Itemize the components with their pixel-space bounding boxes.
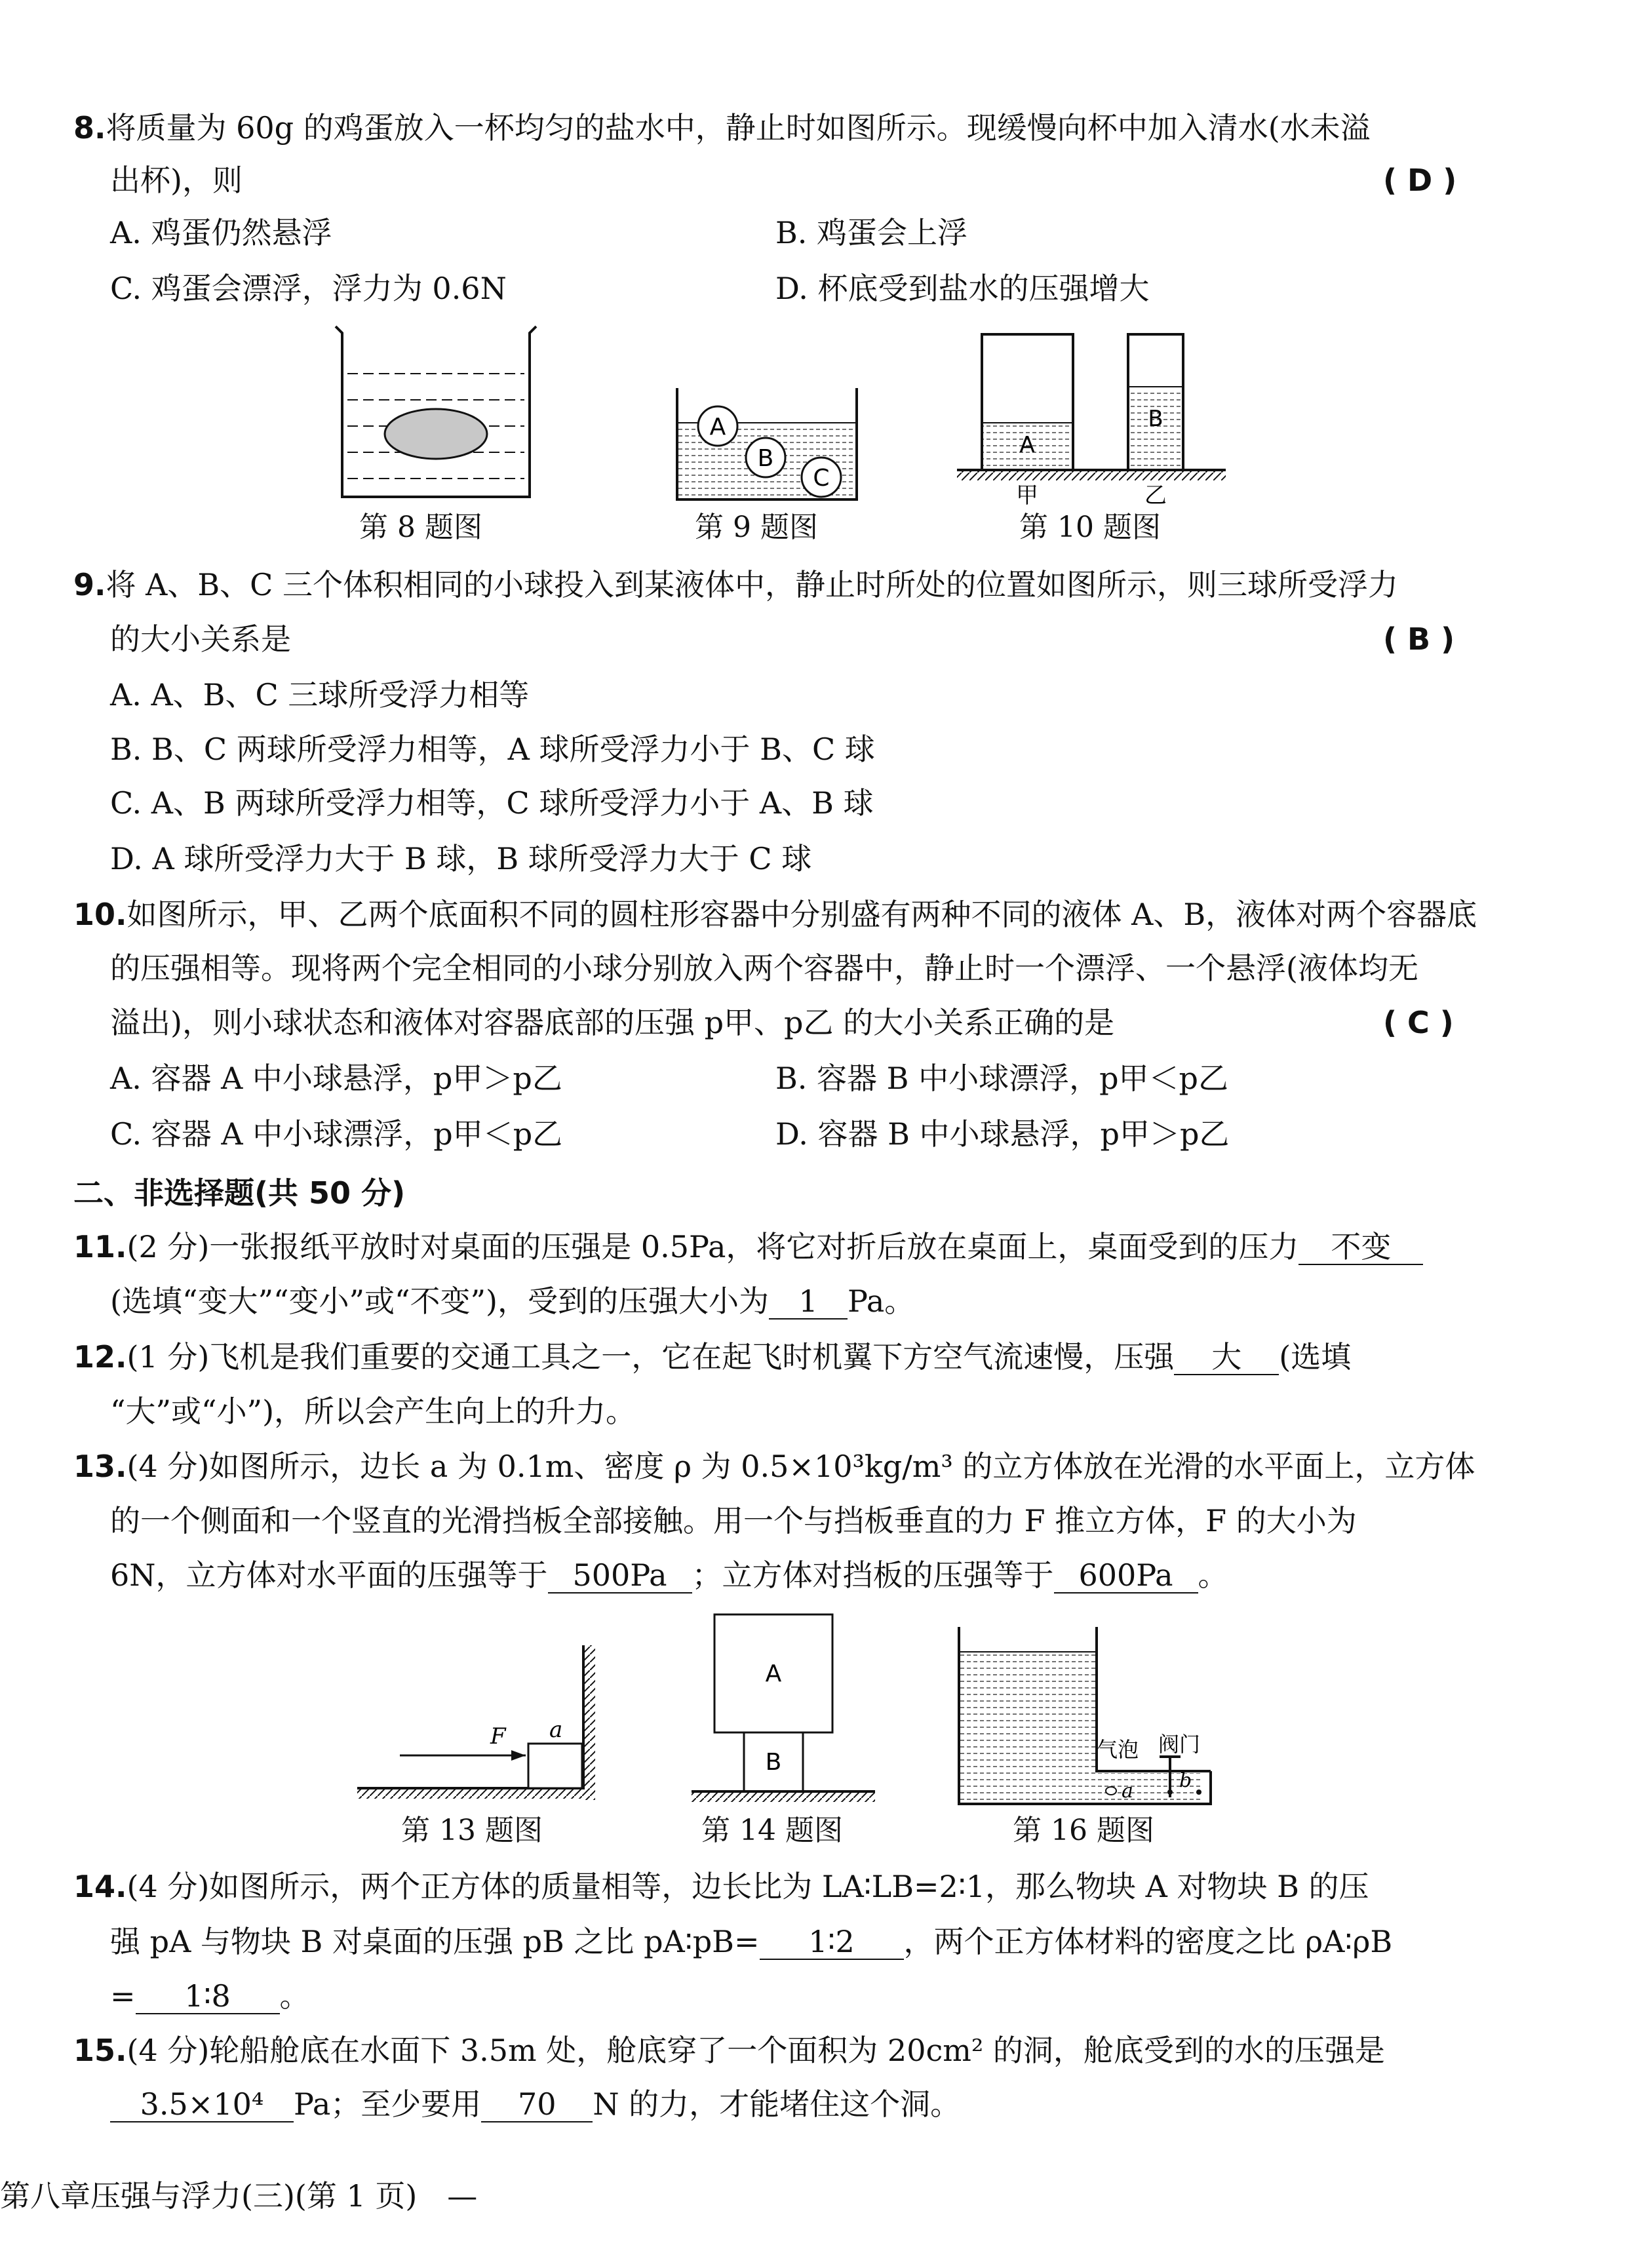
q14-text1: (4 分)如图所示，两个正方体的质量相等，边长比为 LA∶LB=2∶1，那么物块 A 对物块 B 的压	[127, 1869, 1369, 1904]
q10-line2: 的压强相等。现将两个完全相同的小球分别放入两个容器中，静止时一个漂浮、一个悬浮(液体均无	[110, 950, 1418, 986]
valve-label: 阀门	[1158, 1732, 1201, 1757]
q11-line2	[110, 1281, 914, 1321]
q10-option-d: D. 容器 B 中小球悬浮，p甲＞p乙	[775, 1116, 1230, 1152]
q10-number: 10.	[73, 897, 127, 932]
q11-blank-1: 不变	[1298, 1230, 1423, 1265]
q12-blank-1: 大	[1174, 1340, 1279, 1375]
q9-option-c: C. A、B 两球所受浮力相等，C 球所受浮力小于 A、B 球	[110, 785, 874, 821]
q14-blank-2: 1∶8	[136, 1979, 280, 2014]
q12-number: 12.	[73, 1339, 127, 1375]
figure-9-container	[672, 387, 862, 505]
figure-14-caption: 第 14 题图	[701, 1814, 843, 1847]
q13-text3a: 6N，立方体对水平面的压强等于	[110, 1557, 548, 1593]
container-yi-label: 乙	[1144, 482, 1167, 509]
q13-blank-1: 500Pa	[548, 1558, 692, 1593]
container-jia-label: 甲	[1016, 482, 1038, 509]
figure-10-containers	[954, 331, 1229, 508]
q8-option-b: B. 鸡蛋会上浮	[775, 215, 968, 250]
figure-13-caption: 第 13 题图	[401, 1814, 543, 1847]
q14-blank-1: 1∶2	[760, 1925, 904, 1960]
q15-blank-1: 3.5×10⁴	[110, 2087, 294, 2122]
q15-text2a: Pa；至少要用	[294, 2086, 482, 2122]
q13-line1	[73, 1447, 1475, 1486]
point-a-label: a	[1122, 1780, 1133, 1803]
q15-text2b: N 的力，才能堵住这个洞。	[593, 2086, 961, 2122]
q15-line1	[73, 2031, 1385, 2070]
liquid-a-label: A	[1019, 432, 1035, 458]
q14-text3a: =	[110, 1978, 136, 2014]
edge-a-label: a	[549, 1717, 563, 1743]
q9-text1: 将 A、B、C 三个体积相同的小球投入到某液体中，静止时所处的位置如图所示，则三球所受浮力	[106, 567, 1398, 602]
q12-line1	[73, 1337, 1351, 1377]
figure-16-caption: 第 16 题图	[1013, 1814, 1154, 1847]
q9-option-b: B. B、C 两球所受浮力相等，A 球所受浮力小于 B、C 球	[110, 732, 875, 767]
ball-b-label: B	[757, 445, 774, 472]
q14-line1	[73, 1867, 1369, 1906]
q13-number: 13.	[73, 1449, 127, 1484]
figure-8-caption: 第 8 题图	[359, 511, 482, 544]
q13-line2: 的一个侧面和一个竖直的光滑挡板全部接触。用一个与挡板垂直的力 F 推立方体，F 的大小为	[110, 1503, 1357, 1538]
q15-text1: (4 分)轮船舱底在水面下 3.5m 处，舱底穿了一个面积为 20cm² 的洞，舱底受到的水的压强是	[127, 2033, 1385, 2068]
q14-number: 14.	[73, 1869, 127, 1904]
q12-line2: “大”或“小”)，所以会产生向上的升力。	[110, 1394, 636, 1429]
q10-line3: 溢出)，则小球状态和液体对容器底部的压强 p甲、p乙 的大小关系正确的是	[110, 1005, 1115, 1040]
q13-text1: (4 分)如图所示，边长 a 为 0.1m、密度 ρ 为 0.5×10³kg/m³ 的立方体放在光滑的水平面上，立方体	[127, 1449, 1475, 1484]
q9-line2: 的大小关系是	[110, 621, 291, 657]
q14-text2a: 强 pA 与物块 B 对桌面的压强 pB 之比 pA∶pB=	[110, 1924, 760, 1959]
q9-number: 9.	[73, 567, 106, 602]
q8-option-a: A. 鸡蛋仍然悬浮	[110, 215, 332, 250]
figure-14-stacked-cubes	[688, 1609, 878, 1809]
q8-option-d: D. 杯底受到盐水的压强增大	[775, 271, 1150, 306]
q11-text2b: Pa。	[848, 1283, 915, 1319]
q8-answer: ( D )	[1383, 163, 1457, 198]
q11-blank-2: 1	[769, 1284, 848, 1320]
q14-line2	[110, 1922, 1392, 1961]
q9-option-a: A. A、B、C 三球所受浮力相等	[110, 677, 530, 713]
q10-answer: ( C )	[1383, 1005, 1454, 1040]
figure-10-caption: 第 10 题图	[1019, 511, 1161, 544]
page-footer: 第八章压强与浮力(三)(第 1 页) —	[0, 2178, 478, 2214]
q13-text3b: ；立方体对挡板的压强等于	[692, 1557, 1054, 1593]
figure-9-caption: 第 9 题图	[695, 511, 818, 544]
egg	[385, 409, 487, 459]
q15-number: 15.	[73, 2033, 127, 2068]
q8-number: 8.	[73, 110, 106, 146]
q14-text3b: 。	[279, 1978, 310, 2014]
q8-line1	[73, 108, 1371, 147]
q15-line2	[110, 2084, 960, 2124]
q8-line2: 出杯)，则	[110, 163, 243, 198]
q9-option-d: D. A 球所受浮力大于 B 球，B 球所受浮力大于 C 球	[110, 841, 812, 876]
figure-16-tank-valve	[954, 1626, 1229, 1809]
q9-line1	[73, 565, 1398, 604]
figure-13-cube-wall	[354, 1639, 603, 1809]
q11-text2a: (选填“变大”“变小”或“不变”)，受到的压强大小为	[110, 1283, 769, 1319]
bubble-label: 气泡	[1097, 1737, 1139, 1762]
q10-option-c: C. 容器 A 中小球漂浮，p甲＜p乙	[110, 1116, 563, 1152]
q13-line3	[110, 1555, 1228, 1595]
ball-c-label: C	[813, 465, 830, 492]
point-b-label: b	[1179, 1769, 1192, 1792]
q13-text3c: 。	[1198, 1557, 1228, 1593]
q10-option-a: A. 容器 A 中小球悬浮，p甲＞p乙	[110, 1061, 562, 1096]
section-2-heading: 二、非选择题(共 50 分)	[73, 1175, 406, 1211]
q8-text1: 将质量为 60g 的鸡蛋放入一杯均匀的盐水中，静止时如图所示。现缓慢向杯中加入清水(水未溢	[106, 110, 1371, 146]
q8-option-c: C. 鸡蛋会漂浮，浮力为 0.6N	[110, 271, 507, 306]
q15-blank-2: 70	[481, 2087, 593, 2122]
q10-option-b: B. 容器 B 中小球漂浮，p甲＜p乙	[775, 1061, 1228, 1096]
q14-text2b: ，两个正方体材料的密度之比 ρA∶ρB	[903, 1924, 1393, 1959]
q12-text1: (1 分)飞机是我们重要的交通工具之一，它在起飞时机翼下方空气流速慢，压强	[127, 1339, 1175, 1375]
q10-line1	[73, 895, 1477, 934]
cube-b-label: B	[765, 1749, 782, 1776]
q11-line1	[73, 1227, 1423, 1266]
q9-answer: ( B )	[1383, 621, 1455, 657]
force-f-label: F	[490, 1723, 506, 1750]
q11-text1: (2 分)一张报纸平放时对桌面的压强是 0.5Pa，将它对折后放在桌面上，桌面受到的压力	[127, 1229, 1299, 1264]
q14-line3	[110, 1976, 310, 2016]
q11-number: 11.	[73, 1229, 127, 1264]
q10-text1: 如图所示，甲、乙两个底面积不同的圆柱形容器中分别盛有两种不同的液体 A、B，液体对两个容器底	[127, 897, 1477, 932]
ball-a-label: A	[709, 414, 726, 440]
figure-8-beaker	[328, 321, 544, 505]
q13-blank-2: 600Pa	[1054, 1558, 1198, 1593]
q12-text1b: (选填	[1279, 1339, 1352, 1375]
liquid-b-label: B	[1148, 406, 1163, 432]
cube-a-label: A	[765, 1660, 782, 1687]
